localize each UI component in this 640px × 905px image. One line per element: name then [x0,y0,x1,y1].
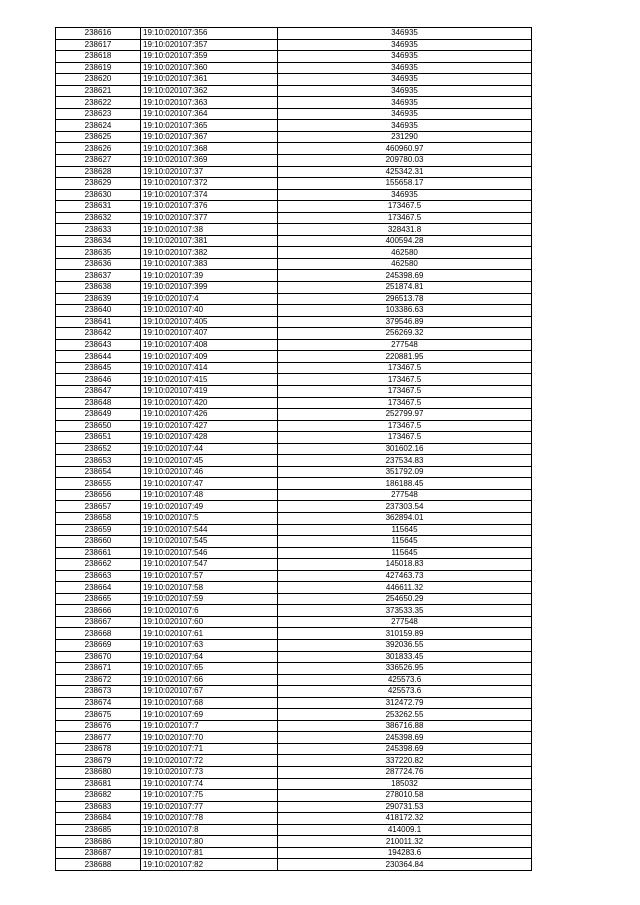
table-row [56,767,532,779]
amount-cell: 346935 [278,62,532,74]
amount-cell: 346935 [278,120,532,132]
table-row [56,455,532,467]
table-row [56,639,532,651]
row-id-cell: 238622 [56,97,141,109]
table-row [56,512,532,524]
row-id-cell: 238672 [56,674,141,686]
cadastral-number-cell: 19:10:020107:67 [141,686,278,698]
cadastral-number-cell: 19:10:020107:66 [141,674,278,686]
amount-cell: 418172.32 [278,813,532,825]
amount-cell: 373533.35 [278,605,532,617]
cadastral-number-cell: 19:10:020107:363 [141,97,278,109]
cadastral-number-cell: 19:10:020107:49 [141,501,278,513]
row-id-cell: 238669 [56,639,141,651]
cadastral-number-cell: 19:10:020107:408 [141,339,278,351]
amount-cell: 462580 [278,258,532,270]
cadastral-number-cell: 19:10:020107:369 [141,155,278,167]
cadastral-number-cell: 19:10:020107:37 [141,166,278,178]
row-id-cell: 238680 [56,767,141,779]
amount-cell: 287724.76 [278,767,532,779]
row-id-cell: 238688 [56,859,141,871]
row-id-cell: 238660 [56,536,141,548]
row-id-cell: 238641 [56,316,141,328]
cadastral-number-cell: 19:10:020107:81 [141,847,278,859]
row-id-cell: 238635 [56,247,141,259]
table-row [56,674,532,686]
cadastral-number-cell: 19:10:020107:74 [141,778,278,790]
amount-cell: 301833.45 [278,651,532,663]
table-row [56,859,532,871]
row-id-cell: 238619 [56,62,141,74]
table-row [56,501,532,513]
amount-cell: 210011.32 [278,836,532,848]
row-id-cell: 238644 [56,351,141,363]
table-row [56,212,532,224]
amount-cell: 346935 [278,85,532,97]
cadastral-number-cell: 19:10:020107:360 [141,62,278,74]
amount-cell: 296513.78 [278,293,532,305]
table-row [56,385,532,397]
cadastral-number-cell: 19:10:020107:44 [141,443,278,455]
amount-cell: 115645 [278,536,532,548]
row-id-cell: 238671 [56,663,141,675]
cadastral-number-cell: 19:10:020107:71 [141,743,278,755]
cadastral-number-cell: 19:10:020107:356 [141,28,278,40]
row-id-cell: 238654 [56,466,141,478]
table-row [56,709,532,721]
table-row [56,201,532,213]
cadastral-number-cell: 19:10:020107:399 [141,282,278,294]
row-id-cell: 238628 [56,166,141,178]
table-row [56,62,532,74]
table-row [56,282,532,294]
cadastral-number-cell: 19:10:020107:381 [141,235,278,247]
row-id-cell: 238673 [56,686,141,698]
cadastral-number-cell: 19:10:020107:73 [141,767,278,779]
amount-cell: 209780.03 [278,155,532,167]
row-id-cell: 238665 [56,593,141,605]
row-id-cell: 238626 [56,143,141,155]
amount-cell: 115645 [278,547,532,559]
cadastral-number-cell: 19:10:020107:368 [141,143,278,155]
amount-cell: 346935 [278,189,532,201]
cadastral-number-cell: 19:10:020107:61 [141,628,278,640]
row-id-cell: 238630 [56,189,141,201]
cadastral-number-cell: 19:10:020107:361 [141,74,278,86]
amount-cell: 290731.53 [278,801,532,813]
amount-cell: 277548 [278,616,532,628]
amount-cell: 252799.97 [278,409,532,421]
cadastral-number-cell: 19:10:020107:382 [141,247,278,259]
row-id-cell: 238679 [56,755,141,767]
row-id-cell: 238623 [56,108,141,120]
table-row [56,524,532,536]
cadastral-number-cell: 19:10:020107:59 [141,593,278,605]
amount-cell: 173467.5 [278,374,532,386]
table-row [56,362,532,374]
row-id-cell: 238677 [56,732,141,744]
cadastral-number-cell: 19:10:020107:72 [141,755,278,767]
table-row [56,120,532,132]
table-row [56,813,532,825]
cadastral-number-cell: 19:10:020107:420 [141,397,278,409]
table-row [56,778,532,790]
amount-cell: 186188.45 [278,478,532,490]
row-id-cell: 238633 [56,224,141,236]
amount-cell: 155658.17 [278,178,532,190]
row-id-cell: 238621 [56,85,141,97]
table-row [56,108,532,120]
table-row [56,582,532,594]
cadastral-number-cell: 19:10:020107:68 [141,697,278,709]
amount-cell: 230364.84 [278,859,532,871]
row-id-cell: 238656 [56,489,141,501]
row-id-cell: 238625 [56,131,141,143]
amount-cell: 386716.88 [278,720,532,732]
cadastral-number-cell: 19:10:020107:57 [141,570,278,582]
row-id-cell: 238627 [56,155,141,167]
cadastral-number-cell: 19:10:020107:70 [141,732,278,744]
row-id-cell: 238685 [56,824,141,836]
table-row [56,189,532,201]
row-id-cell: 238667 [56,616,141,628]
table-row [56,420,532,432]
row-id-cell: 238676 [56,720,141,732]
table-row [56,374,532,386]
table-row [56,247,532,259]
data-table [55,27,532,871]
table-row [56,605,532,617]
table-row [56,397,532,409]
cadastral-number-cell: 19:10:020107:428 [141,432,278,444]
table-row [56,28,532,40]
row-id-cell: 238629 [56,178,141,190]
amount-cell: 346935 [278,39,532,51]
amount-cell: 462580 [278,247,532,259]
cadastral-number-cell: 19:10:020107:546 [141,547,278,559]
table-row [56,697,532,709]
cadastral-number-cell: 19:10:020107:415 [141,374,278,386]
amount-cell: 425573.6 [278,674,532,686]
amount-cell: 301602.16 [278,443,532,455]
cadastral-number-cell: 19:10:020107:64 [141,651,278,663]
table-row [56,235,532,247]
table-row [56,847,532,859]
amount-cell: 346935 [278,108,532,120]
row-id-cell: 238655 [56,478,141,490]
amount-cell: 446611.32 [278,582,532,594]
cadastral-number-cell: 19:10:020107:427 [141,420,278,432]
cadastral-number-cell: 19:10:020107:359 [141,51,278,63]
amount-cell: 173467.5 [278,212,532,224]
row-id-cell: 238632 [56,212,141,224]
cadastral-number-cell: 19:10:020107:426 [141,409,278,421]
amount-cell: 185032 [278,778,532,790]
table-row [56,570,532,582]
cadastral-number-cell: 19:10:020107:63 [141,639,278,651]
cadastral-number-cell: 19:10:020107:65 [141,663,278,675]
amount-cell: 278010.58 [278,790,532,802]
table-row [56,293,532,305]
table-row [56,131,532,143]
table-row [56,478,532,490]
table-row [56,224,532,236]
table-row [56,801,532,813]
table-body [56,28,532,871]
cadastral-number-cell: 19:10:020107:414 [141,362,278,374]
row-id-cell: 238674 [56,697,141,709]
amount-cell: 237534.83 [278,455,532,467]
cadastral-number-cell: 19:10:020107:372 [141,178,278,190]
table-row [56,178,532,190]
amount-cell: 245398.69 [278,270,532,282]
table-row [56,489,532,501]
amount-cell: 237303.54 [278,501,532,513]
amount-cell: 231290 [278,131,532,143]
cadastral-number-cell: 19:10:020107:8 [141,824,278,836]
amount-cell: 173467.5 [278,362,532,374]
amount-cell: 251874.81 [278,282,532,294]
cadastral-number-cell: 19:10:020107:77 [141,801,278,813]
cadastral-number-cell: 19:10:020107:38 [141,224,278,236]
row-id-cell: 238645 [56,362,141,374]
table-row [56,39,532,51]
amount-cell: 427463.73 [278,570,532,582]
amount-cell: 173467.5 [278,420,532,432]
row-id-cell: 238624 [56,120,141,132]
row-id-cell: 238653 [56,455,141,467]
table-row [56,466,532,478]
row-id-cell: 238652 [56,443,141,455]
amount-cell: 173467.5 [278,201,532,213]
amount-cell: 256269.32 [278,328,532,340]
amount-cell: 362894.01 [278,512,532,524]
row-id-cell: 238687 [56,847,141,859]
row-id-cell: 238617 [56,39,141,51]
amount-cell: 351792.09 [278,466,532,478]
row-id-cell: 238670 [56,651,141,663]
row-id-cell: 238651 [56,432,141,444]
row-id-cell: 238637 [56,270,141,282]
row-id-cell: 238681 [56,778,141,790]
row-id-cell: 238634 [56,235,141,247]
cadastral-number-cell: 19:10:020107:45 [141,455,278,467]
amount-cell: 145018.83 [278,559,532,571]
table-row [56,85,532,97]
cadastral-number-cell: 19:10:020107:364 [141,108,278,120]
cadastral-number-cell: 19:10:020107:383 [141,258,278,270]
row-id-cell: 238683 [56,801,141,813]
cadastral-number-cell: 19:10:020107:40 [141,305,278,317]
amount-cell: 312472.79 [278,697,532,709]
table-row [56,328,532,340]
table-row [56,651,532,663]
table-row [56,270,532,282]
table-row [56,51,532,63]
amount-cell: 277548 [278,339,532,351]
cadastral-number-cell: 19:10:020107:357 [141,39,278,51]
amount-cell: 173467.5 [278,397,532,409]
row-id-cell: 238646 [56,374,141,386]
row-id-cell: 238675 [56,709,141,721]
cadastral-number-cell: 19:10:020107:48 [141,489,278,501]
amount-cell: 414009.1 [278,824,532,836]
amount-cell: 245398.69 [278,732,532,744]
cadastral-number-cell: 19:10:020107:374 [141,189,278,201]
row-id-cell: 238657 [56,501,141,513]
amount-cell: 245398.69 [278,743,532,755]
table-row [56,443,532,455]
table-row [56,824,532,836]
amount-cell: 328431.8 [278,224,532,236]
table-row [56,836,532,848]
row-id-cell: 238658 [56,512,141,524]
table-row [56,339,532,351]
row-id-cell: 238648 [56,397,141,409]
table-row [56,258,532,270]
cadastral-number-cell: 19:10:020107:60 [141,616,278,628]
row-id-cell: 238640 [56,305,141,317]
table-row [56,351,532,363]
row-id-cell: 238668 [56,628,141,640]
amount-cell: 346935 [278,74,532,86]
row-id-cell: 238616 [56,28,141,40]
amount-cell: 336526.95 [278,663,532,675]
table-row [56,743,532,755]
cadastral-number-cell: 19:10:020107:82 [141,859,278,871]
cadastral-number-cell: 19:10:020107:409 [141,351,278,363]
row-id-cell: 238643 [56,339,141,351]
table-row [56,559,532,571]
row-id-cell: 238638 [56,282,141,294]
amount-cell: 337220.82 [278,755,532,767]
table-row [56,305,532,317]
row-id-cell: 238662 [56,559,141,571]
cadastral-number-cell: 19:10:020107:75 [141,790,278,802]
table-row [56,432,532,444]
table-row [56,686,532,698]
amount-cell: 173467.5 [278,432,532,444]
amount-cell: 392036.55 [278,639,532,651]
table-row [56,593,532,605]
cadastral-number-cell: 19:10:020107:407 [141,328,278,340]
table-row [56,732,532,744]
cadastral-number-cell: 19:10:020107:46 [141,466,278,478]
cadastral-number-cell: 19:10:020107:544 [141,524,278,536]
row-id-cell: 238620 [56,74,141,86]
cadastral-number-cell: 19:10:020107:6 [141,605,278,617]
cadastral-number-cell: 19:10:020107:80 [141,836,278,848]
cadastral-number-cell: 19:10:020107:47 [141,478,278,490]
row-id-cell: 238678 [56,743,141,755]
table-row [56,143,532,155]
row-id-cell: 238618 [56,51,141,63]
cadastral-number-cell: 19:10:020107:7 [141,720,278,732]
row-id-cell: 238686 [56,836,141,848]
amount-cell: 253262.55 [278,709,532,721]
amount-cell: 379546.89 [278,316,532,328]
table-row [56,755,532,767]
amount-cell: 346935 [278,97,532,109]
row-id-cell: 238663 [56,570,141,582]
cadastral-number-cell: 19:10:020107:405 [141,316,278,328]
cadastral-number-cell: 19:10:020107:547 [141,559,278,571]
row-id-cell: 238664 [56,582,141,594]
row-id-cell: 238642 [56,328,141,340]
table-row [56,663,532,675]
row-id-cell: 238684 [56,813,141,825]
cadastral-number-cell: 19:10:020107:5 [141,512,278,524]
amount-cell: 277548 [278,489,532,501]
table-row [56,616,532,628]
amount-cell: 310159.89 [278,628,532,640]
amount-cell: 115645 [278,524,532,536]
cadastral-number-cell: 19:10:020107:545 [141,536,278,548]
table-row [56,155,532,167]
cadastral-number-cell: 19:10:020107:69 [141,709,278,721]
amount-cell: 460960.97 [278,143,532,155]
amount-cell: 400594.28 [278,235,532,247]
table-row [56,790,532,802]
row-id-cell: 238661 [56,547,141,559]
row-id-cell: 238666 [56,605,141,617]
amount-cell: 425342.31 [278,166,532,178]
row-id-cell: 238639 [56,293,141,305]
table-row [56,720,532,732]
row-id-cell: 238650 [56,420,141,432]
row-id-cell: 238649 [56,409,141,421]
row-id-cell: 238636 [56,258,141,270]
cadastral-number-cell: 19:10:020107:367 [141,131,278,143]
row-id-cell: 238682 [56,790,141,802]
cadastral-number-cell: 19:10:020107:365 [141,120,278,132]
table-row [56,316,532,328]
cadastral-number-cell: 19:10:020107:419 [141,385,278,397]
cadastral-number-cell: 19:10:020107:58 [141,582,278,594]
table-row [56,409,532,421]
table-row [56,547,532,559]
cadastral-number-cell: 19:10:020107:78 [141,813,278,825]
amount-cell: 346935 [278,51,532,63]
amount-cell: 220881.95 [278,351,532,363]
table-row [56,536,532,548]
cadastral-number-cell: 19:10:020107:376 [141,201,278,213]
table-row [56,97,532,109]
table-row [56,166,532,178]
amount-cell: 254650.29 [278,593,532,605]
row-id-cell: 238647 [56,385,141,397]
cadastral-number-cell: 19:10:020107:377 [141,212,278,224]
amount-cell: 346935 [278,28,532,40]
amount-cell: 194283.6 [278,847,532,859]
row-id-cell: 238659 [56,524,141,536]
amount-cell: 103386.63 [278,305,532,317]
row-id-cell: 238631 [56,201,141,213]
amount-cell: 425573.6 [278,686,532,698]
cadastral-number-cell: 19:10:020107:39 [141,270,278,282]
cadastral-number-cell: 19:10:020107:362 [141,85,278,97]
table-row [56,628,532,640]
amount-cell: 173467.5 [278,385,532,397]
table-row [56,74,532,86]
cadastral-number-cell: 19:10:020107:4 [141,293,278,305]
